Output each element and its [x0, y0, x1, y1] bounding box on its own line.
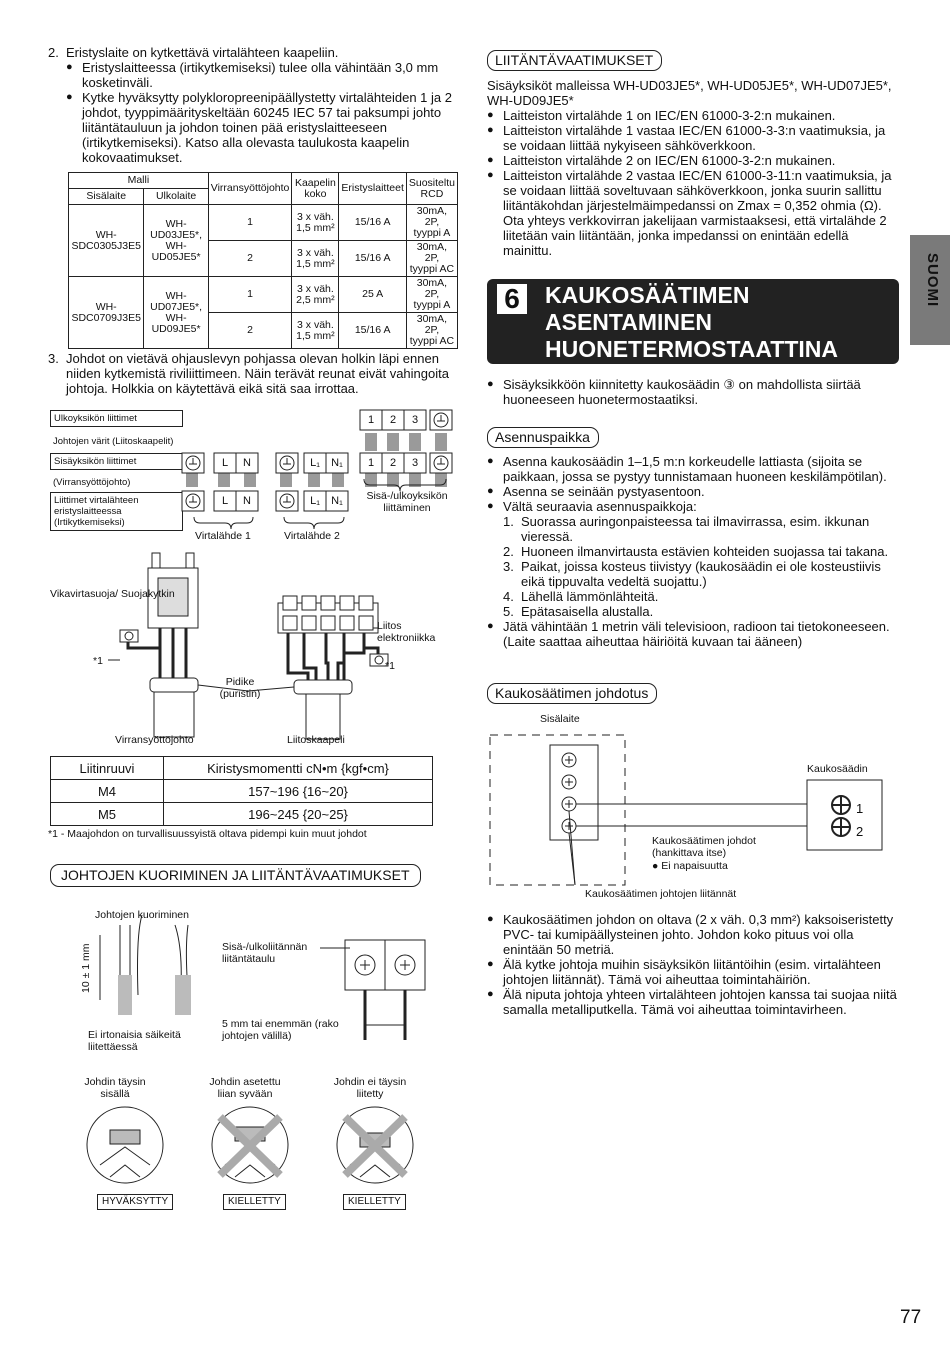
list-item: ● Älä niputa johtoja yhteen virtalähteen johtojen kanssa tai suojaa niitä samalla metalliputkella. Tämä voi aiheuttaa toimintavirheen.: [487, 987, 897, 1017]
section-6-header: 6 KAUKOSÄÄTIMEN ASENTAMINEN HUONETERMOSTAATTINA: [487, 279, 899, 364]
table-row: 2 3 x väh. 1,5 mm² 15/16 A 30mA, 2P, tyyppi AC: [69, 313, 458, 349]
cable-spec-table: [68, 172, 458, 349]
list-item: ● Laitteiston virtalähde 2 vastaa IEC/EN 61000-3-11:n vaatimuksia, ja se voidaan liittää soveltuvaan sähköverkkoon, jonka suurin sallittu liitäntäkohdan järjestelmäimpedanssi on Zmax = 0,352 ohmia (Ω). Ota yhteys verkkovirran jakelijaan varmistaaksesi, että virtalähde 2 liitetään vain liitäntään, jonka impedanssi on enintään edellä mainittu.: [487, 168, 892, 258]
label-virransyotto: (Virransyöttöjohto): [53, 477, 131, 488]
table-row: WH-SDC0709J3E5 WH-UD07JE5*, WH-UD09JE5* 1 3 x väh. 2,5 mm² 25 A 30mA, 2P, tyyppi A: [69, 277, 458, 313]
item-2-text: Eristyslaite on kytkettävä virtalähteen kaapeliin.: [66, 45, 339, 60]
header-virransyotto: Virransyöttöjohto: [208, 173, 292, 205]
label-vikavirtasuoja: Vikavirtasuoja/ Suojakytkin: [50, 588, 175, 600]
table-row: WH-SDC0305J3E5 WH-UD03JE5*, WH-UD05JE5* 1 3 x väh. 1,5 mm² 15/16 A 30mA, 2P, tyyppi A: [69, 205, 458, 241]
label-case-3: Johdin ei täysin liitetty: [333, 1076, 407, 1100]
tag-kielletty-1: KIELLETTY: [223, 1192, 286, 1210]
header-kaapelin-koko: Kaapelin koko: [292, 173, 339, 205]
johdotus-bullets: [487, 912, 899, 1017]
item-2: 2. Eristyslaite on kytkettävä virtalähteen kaapeliin. ● Eristyslaitteessa (irtikytkemiseksi) tulee olla vähintään 3,0 mm kosketinväli. ● Kytke hyväksytty polykloropreenipäällystetty virtalähteiden 1 ja 2 johdot, tyyppimäärityskeltään 60245 IEC 57 tai paksumpi johto liitäntätauluun ja johdon toinen pää eristyslaitteeseen (irtikytkemiseksi). Katso alla olevasta taulukosta kaapelin kokovaatimukset.: [48, 45, 463, 165]
label-terminal-1: 1: [856, 801, 864, 816]
label-5mm: 5 mm tai enemmän (rako johtojen välillä): [222, 1018, 339, 1042]
label-virransyottojohto: Virransyöttöjohto: [115, 734, 194, 746]
label-liitannat: Kaukosäätimen johtojen liitännät: [585, 888, 737, 900]
label-sisa-ulko-liittaminen: Sisä-/ulkoyksikön liittäminen: [366, 490, 448, 514]
left-column: [48, 45, 463, 165]
label-10mm: 10 ± 1 mm: [80, 943, 92, 993]
footnote: *1 - Maajohdon on turvallisuussyistä oltava pidempi kuin muut johdot: [48, 828, 367, 840]
wiring-illustration: [48, 548, 458, 748]
johdotus-header: Kaukosäätimen johdotus: [487, 683, 657, 704]
list-item: ● Laitteiston virtalähde 1 on IEC/EN 61000-3-2:n mukainen.: [487, 108, 836, 123]
label-johtojen-varit: Johtojen värit (Liitoskaapelit): [53, 436, 174, 447]
header-eristyslaitteet: Eristyslaitteet: [339, 173, 406, 205]
table-row: 2 3 x väh. 1,5 mm² 15/16 A 30mA, 2P, tyyppi AC: [69, 241, 458, 277]
liitanta-section: Sisäyksiköt malleissa WH-UD03JE5*, WH-UD05JE5*, WH-UD07JE5*, WH-UD09JE5* ● Laitteiston virtalähde 1 on IEC/EN 61000-3-2:n mukainen. ● Laitteiston virtalähde 1 vastaa IEC/EN 61000-3-3:n vaatimuksia, ja se voidaan liittää nykyiseen sähköverkkoon. ● Laitteiston virtalähde 2 on IEC/EN 61000-3-2:n mukainen. ● Laitteiston virtalähde 2 vastaa IEC/EN 61000-3-11:n vaatimuksia, ja se voidaan liittää soveltuvaan sähköverkkoon, jonka suurin sallittu liitäntäkohdan järjestelmäimpedanssi on Zmax = 0,352 ohmia (Ω). Ota yhteys verkkovirran jakelijaan varmistaaksesi, että virtalähde 2 liitetään vain liitäntään, jonka impedanssi on enintään edellä mainittu.: [487, 78, 899, 258]
table-row: M5 196~245 {20~25}: [51, 803, 433, 826]
label-liitoskaapeli: Liitoskaapeli: [287, 734, 345, 746]
list-item: 2. Huoneen ilmanvirtausta estävien kohteiden suojassa tai takana.: [503, 544, 889, 559]
label-star1-right: *1: [385, 660, 395, 672]
asennus-header: Asennuspaikka: [487, 427, 599, 448]
label-sisalaite: Sisälaite: [540, 713, 580, 725]
label-sisayksikon-liittimet: Sisäyksikön liittimet: [50, 453, 183, 470]
list-item: 5. Epätasaisella alustalla.: [503, 604, 654, 619]
label-liitos-elektroniikka: Liitos elektroniikka: [377, 620, 436, 644]
torque-table: Liitinruuvi Kiristysmomentti cN•m {kgf•cm} M4 157~196 {16~20} M5 196~245 {20~25}: [50, 756, 433, 826]
label-virtalahde-2: Virtalähde 2: [284, 530, 340, 542]
label-kuoriminen: Johtojen kuoriminen: [95, 909, 189, 921]
list-item: 4. Lähellä lämmönlähteitä.: [503, 589, 659, 604]
label-liittimet-eristys: Liittimet virtalähteen eristyslaitteessa (Irtikytkemiseksi): [50, 492, 183, 531]
label-case-1: Johdin täysin sisällä: [84, 1076, 146, 1100]
remote-wiring-diagram: [485, 725, 905, 900]
section-6-intro: ● Sisäyksikköön kiinnitetty kaukosäädin ③ on mahdollista siirtää huoneeseen huonetermostaatiksi.: [487, 377, 861, 407]
label-liitantataulu: Sisä-/ulkoliitännän liitäntätaulu: [222, 941, 308, 965]
list-item: 1. Suorassa auringonpaisteessa tai ilmavirrassa, esim. ikkunan vieressä.: [503, 514, 870, 544]
page-number: 77: [900, 1307, 922, 1328]
tag-kielletty-2: KIELLETTY: [343, 1192, 406, 1210]
label-ulkoyksikon-liittimet: Ulkoyksikön liittimet: [50, 410, 183, 427]
list-item: ● Älä kytke johtoja muihin sisäyksikön liitäntöihin (esim. virtalähteen johtojen liitännät). Tämä voi aiheuttaa toimintahäiriön.: [487, 957, 881, 987]
strip-header: JOHTOJEN KUORIMINEN JA LIITÄNTÄVAATIMUKSET: [50, 864, 421, 887]
label-terminal-2: 2: [856, 824, 864, 839]
list-item: 3. Paikat, joissa kosteus tiivistyy (kaukosäädin ei ole kosteustiivis eikä tippuvalta vedeltä suojattu.): [503, 559, 881, 589]
liitanta-header: LIITÄNTÄVAATIMUKSET: [487, 50, 662, 71]
label-case-2: Johdin asetettu liian syvään: [209, 1076, 281, 1100]
language-side-tab: SUOMI: [910, 235, 950, 345]
label-kaukosaadin: Kaukosäädin: [807, 763, 868, 775]
section-number: 6: [497, 284, 527, 314]
tag-hyvaksytty: HYVÄKSYTTY: [97, 1192, 173, 1210]
header-rcd: Suositeltu RCD: [406, 173, 457, 205]
list-item: ● Jätä vähintään 1 metrin väli televisioon, radioon tai tietokoneeseen. (Laite saattaa aiheuttaa häiriöitä kuvaan tai ääneen): [487, 619, 890, 649]
item-2-bullet: ● Kytke hyväksytty polykloropreenipäällystetty virtalähteiden 1 ja 2 johdot, tyyppimäärityskeltään 60245 IEC 57 tai paksumpi johto liitäntätauluun ja johdon toinen pää eristyslaitteeseen (irtikytkemiseksi). Katso alla olevasta taulukosta kaapelin kokovaatimukset.: [66, 90, 452, 165]
list-item: ● Laitteiston virtalähde 1 vastaa IEC/EN 61000-3-3:n vaatimuksia, ja se voidaan liittää nykyiseen sähköverkkoon.: [487, 123, 886, 153]
label-star1-left: *1: [93, 655, 103, 667]
list-item: ● Kaukosäätimen johdon on oltava (2 x väh. 0,3 mm²) kaksoiseristetty PVC- tai kumipäällysteinen johto. Johdon koko pituus voi olla enintään 50 metriä.: [487, 912, 894, 957]
list-item: ● Asenna se seinään pystyasentoon.: [487, 484, 705, 499]
label-irtonaisia: Ei irtonaisia säikeitä liitettäessä: [88, 1029, 181, 1053]
label-virtalahde-1: Virtalähde 1: [195, 530, 251, 542]
list-item: ● Laitteiston virtalähde 2 on IEC/EN 61000-3-2:n mukainen.: [487, 153, 836, 168]
list-item: ● Vältä seuraavia asennuspaikkoja:: [487, 499, 697, 514]
header-malli: Malli: [69, 173, 209, 189]
item-2-bullet: ● Eristyslaitteessa (irtikytkemiseksi) tulee olla vähintään 3,0 mm kosketinväli.: [66, 60, 439, 90]
terminal-cases-illustration: [80, 1105, 450, 1190]
table-row: M4 157~196 {16~20}: [51, 780, 433, 803]
list-item: ● Asenna kaukosäädin 1–1,5 m:n korkeudelle lattiasta (sijoita se paikkaan, jossa se pystyy tunnistamaan huoneen keskilämpötilan).: [487, 454, 887, 484]
item-3: 3. Johdot on vietävä ohjauslevyn pohjassa olevan holkin läpi ennen niiden kytkemistä riviliittimeen. Näin terävät reunat eivät vahingoita johtoja. Holkkia on käytettävä eikä sitä saa irrottaa.: [48, 351, 449, 396]
label-johdot: Kaukosäätimen johdot (hankittava itse): [652, 835, 756, 859]
label-pidike: Pidike (puristin): [219, 676, 261, 700]
label-ei-napaisuutta: ● Ei napaisuutta: [652, 860, 728, 872]
asennus-section: [487, 454, 899, 649]
header-ulkolaite: Ulkolaite: [144, 189, 208, 205]
header-sisalaite: Sisälaite: [69, 189, 144, 205]
